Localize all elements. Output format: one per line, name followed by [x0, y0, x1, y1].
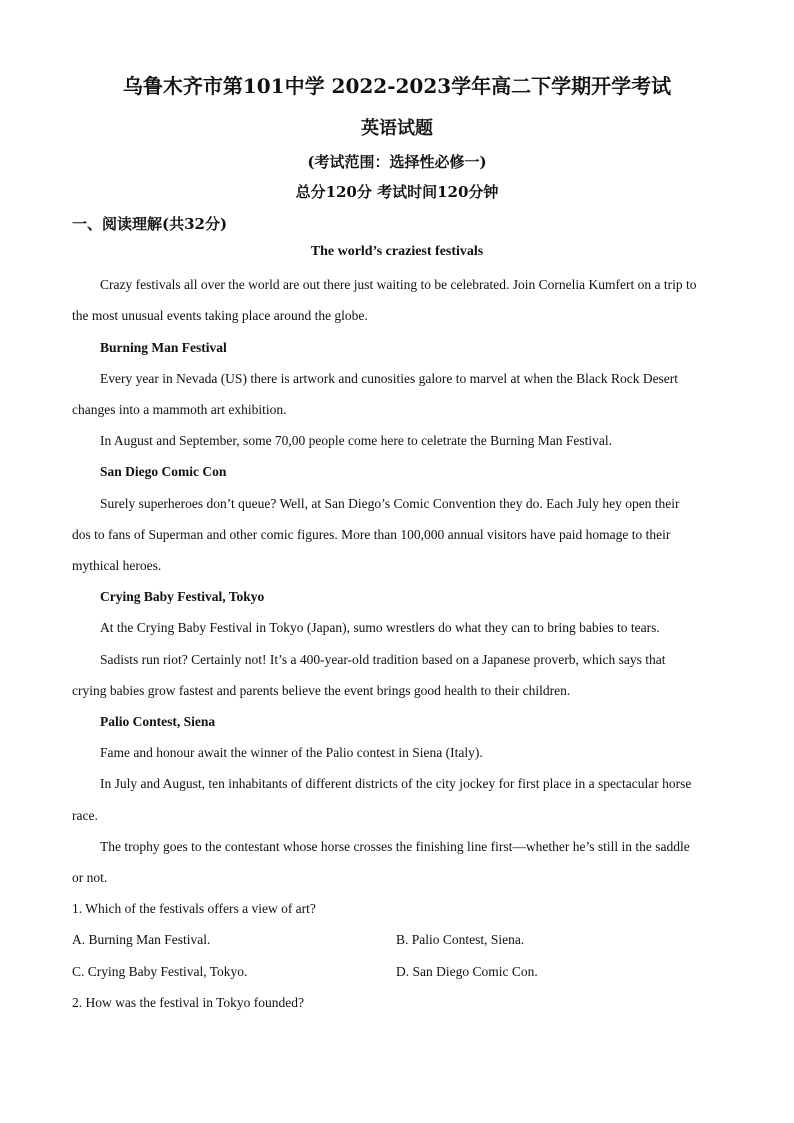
crying-baby-line-1: At the Crying Baby Festival in Tokyo (Japan), sumo wrestlers do what they can to bring babies to tears. [100, 620, 660, 635]
burning-man-line-2: changes into a mammoth art exhibition. [72, 402, 287, 417]
intro-line-2: the most unusual events taking place around the globe. [72, 308, 368, 323]
comic-con-line-2: dos to fans of Superman and other comic figures. More than 100,000 annual visitors have paid homage to their [72, 527, 671, 542]
subject-title: 英语试题 [361, 118, 433, 139]
subheading-burning-man: Burning Man Festival [100, 340, 227, 355]
burning-man-line-1: Every year in Nevada (US) there is artwork and cunosities galore to marvel at when the Black Rock Desert [100, 371, 679, 386]
palio-line-3: race. [72, 808, 98, 823]
section-heading: 一、阅读理解(共32分) [72, 215, 228, 233]
intro-line-1: Crazy festivals all over the world are out there just waiting to be celebrated. Join Cornelia Kumfert on a trip to [100, 277, 697, 292]
question-2-stem: 2. How was the festival in Tokyo founded? [72, 995, 305, 1010]
palio-line-5: or not. [72, 870, 108, 885]
exam-scope: (考试范围：选择性必修一) [307, 153, 487, 171]
burning-man-line-3: In August and September, some 70,00 people come here to celetrate the Burning Man Festival. [100, 433, 612, 448]
crying-baby-line-2: Sadists run riot? Certainly not! It’s a 400-year-old tradition based on a Japanese proverb, which says that [100, 652, 666, 667]
palio-line-4: The trophy goes to the contestant whose horse crosses the finishing line first—whether he’s still in the saddle [100, 839, 690, 854]
comic-con-line-3: mythical heroes. [72, 558, 162, 573]
crying-baby-line-3: crying babies grow fastest and parents believe the event brings good health to their children. [72, 683, 571, 698]
subheading-comic-con: San Diego Comic Con [100, 464, 227, 479]
subheading-palio: Palio Contest, Siena [100, 714, 216, 729]
question-1-option-d[interactable]: D. San Diego Comic Con. [396, 964, 538, 979]
question-1-option-a[interactable]: A. Burning Man Festival. [72, 932, 211, 947]
palio-line-2: In July and August, ten inhabitants of different districts of the city jockey for first place in a spectacular horse [100, 776, 692, 791]
subheading-crying-baby: Crying Baby Festival, Tokyo [100, 589, 265, 604]
article-title: The world’s craziest festivals [310, 244, 484, 259]
palio-line-1: Fame and honour await the winner of the Palio contest in Siena (Italy). [100, 745, 483, 760]
comic-con-line-1: Surely superheroes don’t queue? Well, at San Diego’s Comic Convention they do. Each July hey open their [100, 496, 680, 511]
exam-title: 乌鲁木齐市第101中学 2022-2023学年高二下学期开学考试 [122, 74, 672, 98]
question-1-stem: 1. Which of the festivals offers a view of art? [72, 901, 316, 916]
question-1-option-c[interactable]: C. Crying Baby Festival, Tokyo. [72, 964, 248, 979]
score-and-time: 总分120分 考试时间120分钟 [295, 183, 499, 201]
question-1-option-b[interactable]: B. Palio Contest, Siena. [396, 932, 525, 947]
